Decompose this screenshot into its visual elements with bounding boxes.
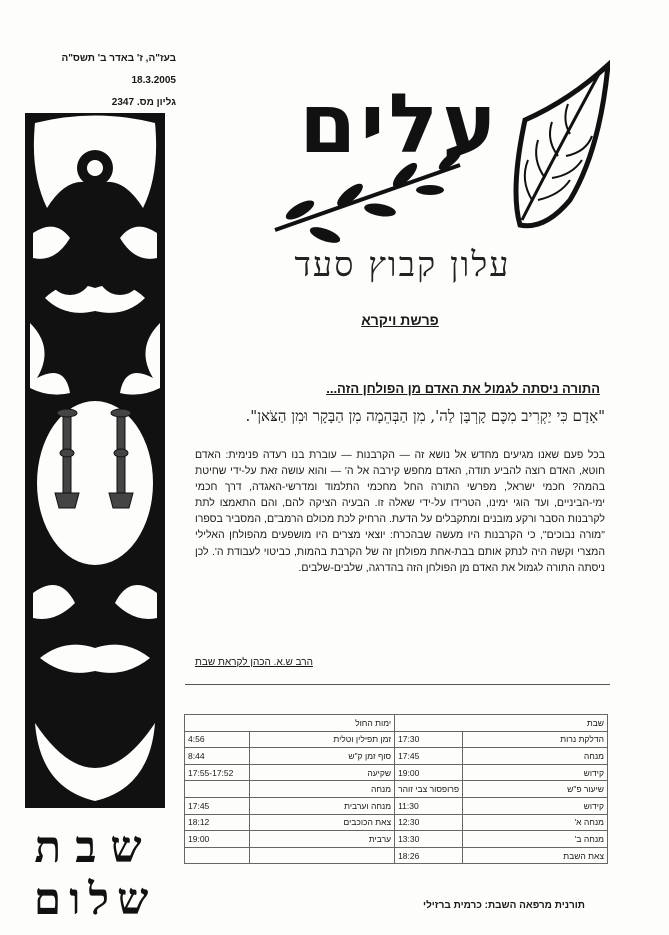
cell-label: קידוש: [463, 764, 608, 781]
header-shabbat: שבת: [395, 715, 608, 732]
table-row: [185, 731, 608, 748]
article-title: התורה ניסתה לגמול את האדם מן הפולחן הזה...: [326, 381, 600, 396]
shabbat-shalom-title: [20, 822, 170, 930]
parsha-title: פרשת ויקרא: [361, 312, 439, 328]
article-body-text: בכל פעם שאנו מגיעים מחדש אל נושא זה — הקרבנות — עוברת בנו רעדה פנימית: האדם חוטא, האדם רוצה להביע תודה, האדם מחפש קירבה אל ה' — והוא עושה זאת על-ידי שחיטת בהמה? חכמי ישראל, מפרשי התורה החל מחכמי התלמוד ומדרשי-האגדה, דרך חכמי ימי-הביניים, ועד הוגי ימינו, הטרידו על-ידי שאלה זו. הבעיה הציקה להם, והם התאמצו לתת לקרבנות הסבר ורקע מובנים ומתקבלים על הדעת. הרחיק לכת מכולם הרמב"ם, המסביר בספרו "מורה נבוכים", כי הקרבנות היו מעשה שבהכרח: יוצאי מצרים היו מושפעים מהפולחן האלילי המצרי וקשה היה לנתק אותם בבת-אחת מפולחן זה של הקרבת בהמות, כביטוי לעבודת ה'. לכן ניסתה התורה לגמול את האדם מן הפולחן הזה בהדרגה, שלבים-שלבים.: [195, 449, 605, 574]
cell-time: 19:00: [185, 831, 250, 848]
logo-text: עלים: [299, 77, 501, 172]
cell-time: 12:30: [395, 814, 463, 831]
table-header-row: [185, 715, 608, 732]
cell-label: הדלקת נרות: [463, 731, 608, 748]
cell-label: צאת הכוכבים: [249, 814, 394, 831]
table-row: [185, 748, 608, 765]
masthead-logo: [270, 60, 610, 260]
cell-time: 4:56: [185, 731, 250, 748]
cell-time: 18:12: [185, 814, 250, 831]
table-row: [185, 847, 608, 864]
cell-label: מנחה: [463, 748, 608, 765]
table-row: [185, 764, 608, 781]
article-author: [195, 657, 605, 668]
table-row: [185, 814, 608, 831]
footer-note: תורנית מרפאה השבת: כרמית ברזילי: [423, 900, 585, 911]
author-signature: הרב ש.א. הכהן לקראת שבת: [195, 657, 313, 668]
cell-label: מנחה ב': [463, 831, 608, 848]
gregorian-date: 18.3.2005: [131, 75, 176, 86]
prayer-schedule-table: [184, 714, 608, 864]
cell-time: 19:00: [395, 764, 463, 781]
table-row: [185, 797, 608, 814]
header-weekdays: ימות החול: [185, 715, 395, 732]
cell-label: זמן תפילין וטלית: [249, 731, 394, 748]
cell-time: [185, 781, 250, 798]
cell-time: 17:45: [395, 748, 463, 765]
cell-time: 17:45: [185, 797, 250, 814]
cell-time: 18:26: [395, 847, 463, 864]
divider: [185, 684, 610, 685]
cell-label: צאת השבת: [463, 847, 608, 864]
cell-label: שקיעה: [249, 764, 394, 781]
shalom-word: שלום: [33, 874, 157, 925]
article-body: [195, 447, 605, 576]
issue-meta: [61, 48, 176, 114]
cell-time: 11:30: [395, 797, 463, 814]
cell-label: מנחה וערבית: [249, 797, 394, 814]
cell-label: מנחה א': [463, 814, 608, 831]
masthead-subtitle: עלון קבוץ סעד: [294, 245, 511, 285]
cell-label: ערבית: [249, 831, 394, 848]
issue-number: גליון מס. 2347: [111, 97, 176, 108]
cell-time: [185, 847, 250, 864]
article-quote: "אָדָם כִּי יַקְרִיב מִכֶּם קָרְבָּן לַה', מִן הַבְּהֵמָה מִן הַבָּקָר וּמִן הַצֹּאן".: [245, 407, 605, 425]
cell-label: שיעור פ"ש: [463, 781, 608, 798]
hebrew-date: בעז"ה, ז' באדר ב' תשס"ה: [61, 53, 176, 64]
cell-time: 13:30: [395, 831, 463, 848]
cell-time: 8:44: [185, 748, 250, 765]
shabbat-word: שבת: [34, 822, 156, 873]
cell-label: מנחה: [249, 781, 394, 798]
cell-label: קידוש: [463, 797, 608, 814]
cell-label: סוף זמן ק"ש: [249, 748, 394, 765]
cell-time: 17:55-17:52: [185, 764, 250, 781]
papercut-art: [25, 113, 165, 808]
cell-label: [249, 847, 394, 864]
table-row: [185, 781, 608, 798]
papercut-column: [25, 113, 165, 808]
cell-note: פרופסור צבי זוהר: [395, 781, 463, 798]
table-row: [185, 831, 608, 848]
cell-time: 17:30: [395, 731, 463, 748]
